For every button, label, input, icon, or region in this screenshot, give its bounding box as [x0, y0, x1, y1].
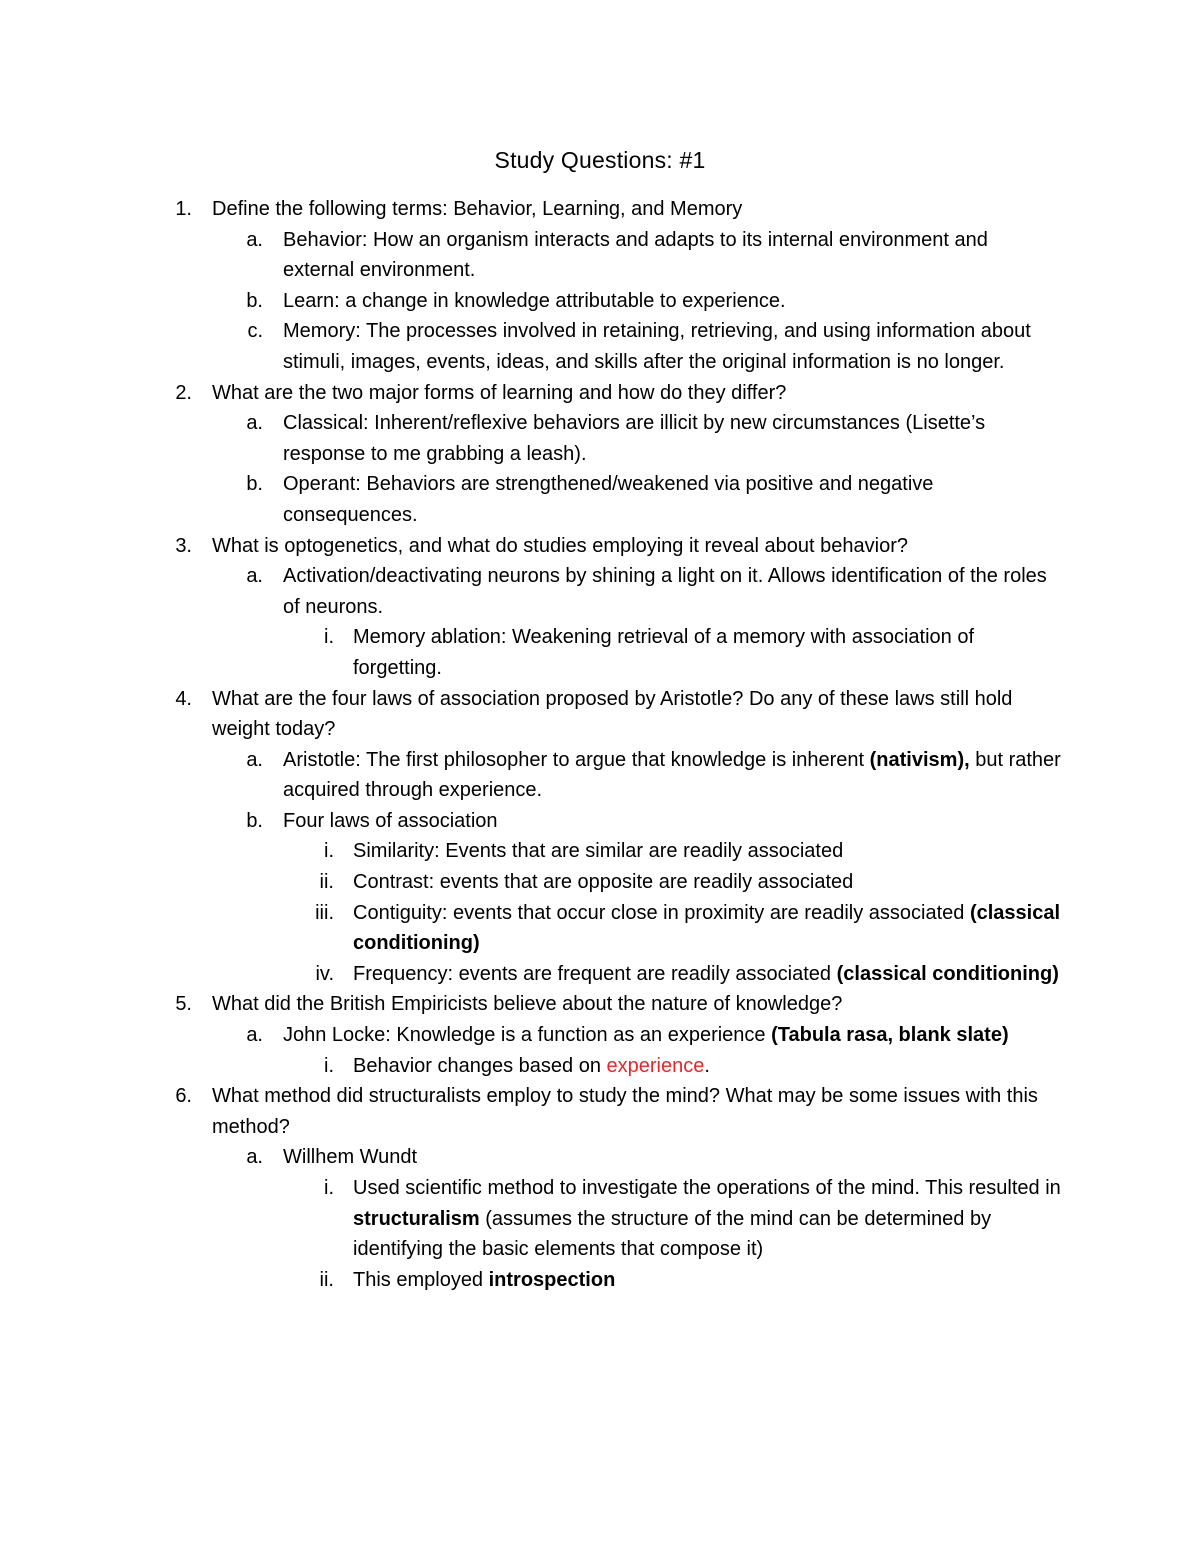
detail-numeral: i. — [324, 1054, 334, 1077]
detail-numeral: ii. — [319, 871, 334, 894]
detail-text — [353, 959, 1063, 990]
detail-text: Memory ablation: Weakening retrieval of a memory with association of forgetting. — [353, 626, 975, 679]
page-title: Study Questions: #1 — [494, 147, 706, 173]
answer-text: Four laws of association — [283, 809, 498, 832]
answer-letter: b. — [246, 473, 263, 496]
answer-text-part: Aristotle: The first philosopher to argue that knowledge is inherent — [283, 748, 870, 771]
answer-text: Activation/deactivating neurons by shining a light on it. Allows identification of the roles of neurons. — [283, 565, 1047, 618]
detail-item — [0, 1173, 1200, 1265]
answer-letter: a. — [246, 1024, 263, 1047]
question-number: 1. — [175, 198, 192, 220]
answer-letter: a. — [246, 228, 263, 251]
question-item — [0, 989, 1200, 1020]
answer-item — [0, 225, 1200, 286]
question-number: 6. — [175, 1085, 192, 1108]
answer-text — [283, 1020, 1063, 1051]
detail-numeral: ii. — [319, 1268, 334, 1291]
bold-term: (nativism), — [869, 748, 970, 771]
answer-letter: a. — [246, 748, 263, 771]
detail-item — [0, 622, 1200, 683]
detail-text-part: Contrast: events that are opposite are readily associated — [353, 871, 854, 894]
question-number: 3. — [175, 534, 192, 557]
answer-item — [0, 408, 1200, 469]
detail-text-part: Used scientific method to investigate the operations of the mind. This resulted in — [353, 1177, 1061, 1199]
detail-text-part: Frequency: events are frequent are readily associated — [353, 962, 837, 985]
detail-item — [0, 867, 1200, 898]
answer-letter: a. — [246, 412, 263, 435]
detail-text-part: Contiguity: events that occur close in proximity are readily associated — [353, 901, 970, 924]
detail-item — [0, 836, 1200, 867]
detail-text-part: . — [704, 1054, 710, 1077]
answer-text: Operant: Behaviors are strengthened/weakened via positive and negative consequences. — [283, 473, 934, 526]
detail-text — [353, 836, 1063, 867]
answer-item — [0, 286, 1200, 317]
detail-text-part: Similarity: Events that are similar are readily associated — [353, 840, 844, 863]
question-item — [0, 684, 1200, 745]
highlighted-term: experience — [606, 1054, 705, 1077]
bold-term: introspection — [488, 1268, 616, 1291]
bold-term: (classical conditioning) — [836, 962, 1059, 985]
detail-item — [0, 959, 1200, 990]
answer-text-part: but rather acquired through experience. — [283, 748, 1061, 802]
answer-text: Behavior: How an organism interacts and adapts to its internal environment and external environment. — [283, 228, 988, 282]
answer-text-part: John Locke: Knowledge is a function as an experience — [283, 1024, 772, 1047]
answer-item — [0, 1142, 1200, 1173]
detail-text — [353, 867, 1063, 898]
question-text: What did the British Empiricists believe about the nature of knowledge? — [212, 993, 843, 1016]
answer-letter: c. — [247, 320, 263, 343]
answer-text: Classical: Inherent/reflexive behaviors are illicit by new circumstances (Lisette’s response to me grabbing a leash). — [283, 412, 986, 465]
question-number: 5. — [175, 993, 192, 1016]
answer-letter: b. — [246, 809, 263, 832]
question-item — [0, 378, 1200, 409]
detail-text-part: Behavior changes based on — [353, 1054, 607, 1077]
answer-letter: a. — [246, 565, 263, 588]
question-item — [0, 194, 1200, 225]
detail-item — [0, 1265, 1200, 1296]
detail-item — [0, 898, 1200, 959]
answer-text: Willhem Wundt — [283, 1146, 418, 1169]
detail-text-part: This employed — [353, 1268, 489, 1291]
answer-text — [283, 745, 1063, 806]
detail-text — [353, 1265, 1063, 1296]
detail-text — [353, 1173, 1063, 1265]
answer-letter: a. — [246, 1146, 263, 1169]
answer-letter: b. — [246, 289, 263, 312]
question-text: What are the four laws of association proposed by Aristotle? Do any of these laws still hold weight today? — [212, 687, 1013, 741]
answer-item — [0, 745, 1200, 806]
detail-item — [0, 1051, 1200, 1082]
detail-numeral: i. — [324, 840, 334, 863]
detail-numeral: iii. — [315, 901, 334, 924]
detail-text-part: (assumes the structure of the mind can be determined by identifying the basic elements that compose it) — [353, 1207, 992, 1261]
answer-item — [0, 1020, 1200, 1051]
detail-numeral: i. — [324, 626, 334, 649]
bold-term: structuralism — [353, 1207, 480, 1230]
detail-numeral: iv. — [315, 962, 334, 985]
answer-item — [0, 316, 1200, 377]
question-text: What method did structuralists employ to study the mind? What may be some issues with this method? — [212, 1085, 1038, 1138]
answer-item — [0, 806, 1200, 837]
detail-text — [353, 1051, 1063, 1082]
question-text: Define the following terms: Behavior, Learning, and Memory — [212, 198, 743, 220]
detail-numeral: i. — [324, 1177, 334, 1199]
question-item — [0, 1081, 1200, 1142]
question-text: What are the two major forms of learning and how do they differ? — [212, 381, 787, 404]
answer-text: Memory: The processes involved in retaining, retrieving, and using information about stimuli, images, events, ideas, and skills after the original information is no longer. — [283, 320, 1031, 373]
question-number: 4. — [175, 687, 192, 710]
bold-term: (Tabula rasa, blank slate) — [771, 1024, 1009, 1047]
question-number: 2. — [175, 381, 192, 404]
question-item — [0, 531, 1200, 562]
detail-text — [353, 898, 1063, 959]
question-list — [0, 194, 1200, 1295]
answer-text: Learn: a change in knowledge attributable to experience. — [283, 289, 786, 312]
question-text: What is optogenetics, and what do studies employing it reveal about behavior? — [212, 534, 908, 557]
answer-item — [0, 469, 1200, 530]
bold-term: (classical conditioning) — [353, 901, 1061, 955]
answer-item — [0, 561, 1200, 622]
